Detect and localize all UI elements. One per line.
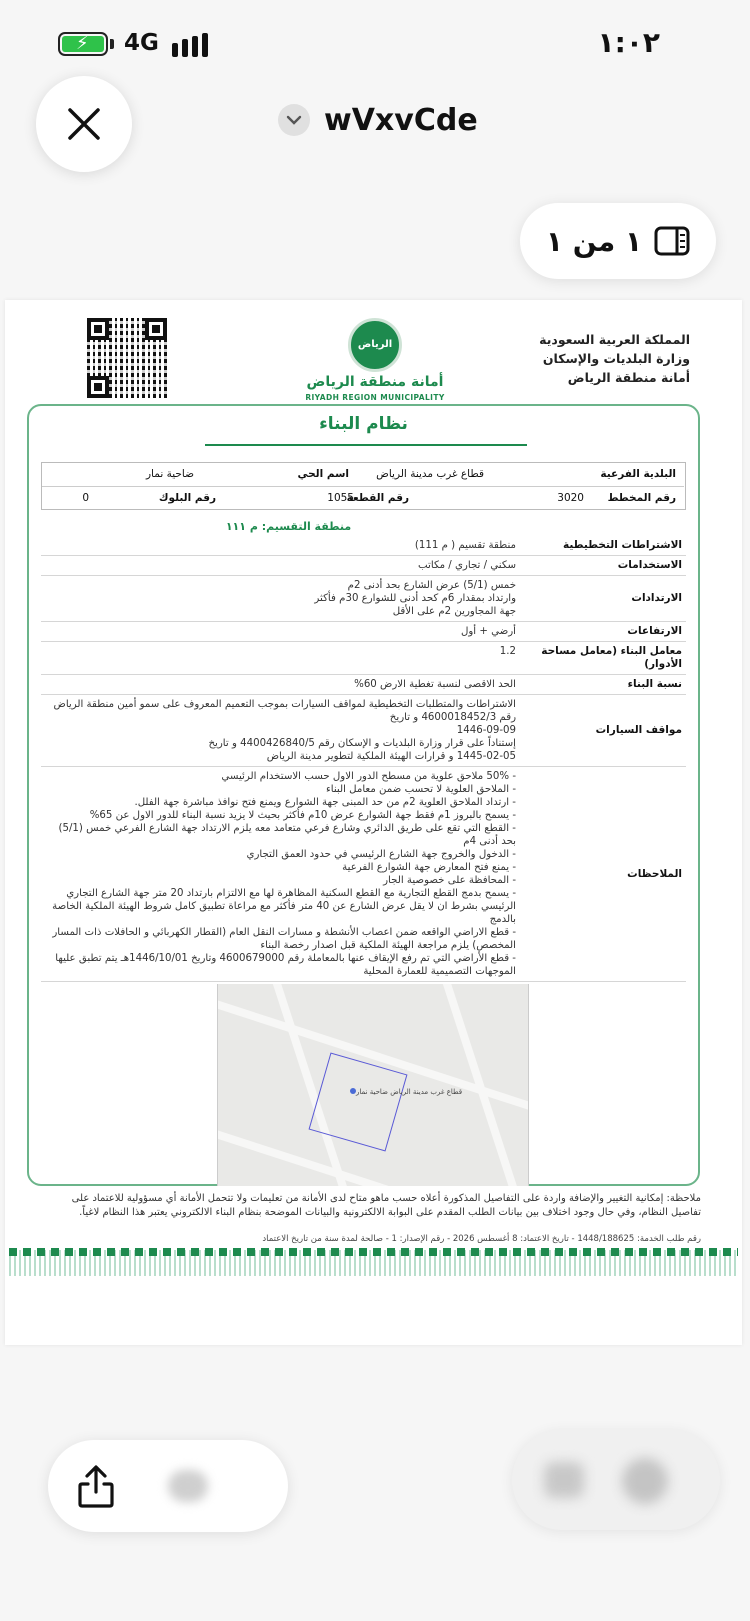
annotation-toolbar	[512, 1430, 720, 1530]
document-title-menu[interactable]	[278, 100, 478, 140]
regulation-row	[41, 767, 686, 982]
regulation-label: الاشتراطات التخطيطية	[563, 539, 682, 551]
logo-english-text: RIYADH REGION MUNICIPALITY	[305, 393, 445, 402]
parcel-label: رقم القطعة	[346, 492, 409, 504]
property-info-table	[41, 462, 686, 510]
regulation-value: الاشتراطات والمتطلبات التخطيطية لمواقف السيارات بموجب التعميم المعروف على سمو أمين منطقة الرياض رقم 4600018452/3 و تاريخ 1446-09-09 إستناداً على قرار وزارة البلديات و الإسكان رقم 4400426840/5 و تاريخ 1445-02-05 و قرارات الهيئة الملكية لتطوير مدينة الرياض	[53, 699, 516, 762]
building-system-frame	[27, 404, 700, 1186]
regulation-label: الملاحظات	[627, 867, 682, 880]
close-icon	[66, 106, 102, 142]
battery-icon: ⚡	[58, 32, 108, 56]
zone-title: منطقة التقسيم: م ١١١	[225, 520, 352, 533]
regulation-row	[41, 556, 686, 576]
site-map	[217, 984, 529, 1186]
sidebar-toggle-icon	[654, 226, 690, 256]
signal-icon	[172, 33, 212, 57]
regulation-label: نسبة البناء	[627, 678, 682, 690]
share-icon[interactable]	[76, 1464, 116, 1510]
riyadh-logo-icon: الرياض	[348, 318, 402, 372]
regulation-row	[41, 576, 686, 622]
regulation-rows	[41, 520, 686, 982]
network-type: 4G	[124, 30, 159, 56]
logo-arabic-text: أمانة منطقة الرياض	[306, 374, 444, 390]
regulation-row	[41, 695, 686, 767]
page-indicator-text: ١ من ١	[545, 224, 643, 258]
info-row	[42, 486, 684, 509]
search-icon[interactable]	[168, 1470, 208, 1502]
title-underline	[205, 444, 527, 446]
footer-pattern-top	[9, 1248, 738, 1256]
map-label: قطاع غرب مدينة الرياض ضاحية نمار	[356, 1088, 463, 1096]
plan-label: رقم المخطط	[607, 492, 676, 504]
document-title: wVxvCde	[324, 102, 478, 138]
district-label: اسم الحي	[297, 468, 349, 480]
regulation-row	[41, 642, 686, 675]
regulation-value: أرضي + أول	[460, 626, 516, 637]
regulation-label: مواقف السيارات	[595, 724, 682, 736]
ministry-line: وزارة البلديات والإسكان	[542, 351, 690, 366]
status-bar	[0, 0, 750, 84]
district-value: ضاحية نمار	[145, 468, 194, 480]
document-page	[5, 300, 742, 1345]
sub-municipality-label: البلدية الفرعية	[600, 468, 676, 480]
plan-value: 3020	[557, 492, 584, 504]
regulation-value: خمس (5/1) عرض الشارع بحد أدنى 2م وارتداد بمقدار 6م كحد أدنى للشوارع 30م فأكثر جهة المجاورين 2م على الأقل	[314, 580, 516, 617]
regulation-value: سكني / تجاري / مكاتب	[418, 560, 516, 571]
battery-tip	[110, 39, 114, 49]
block-label: رقم البلوك	[158, 492, 216, 504]
chevron-down-icon	[278, 104, 310, 136]
ministry-line: أمانة منطقة الرياض	[567, 370, 690, 385]
clock: ١:٠٢	[597, 26, 660, 59]
ministry-line: المملكة العربية السعودية	[539, 332, 690, 347]
regulation-row	[41, 675, 686, 695]
footer-meta: رقم طلب الخدمة: 1448/188625 - تاريخ الاعتماد: 8 أغسطس 2026 - رقم الإصدار: 1 - صالحة لمدة سنة من تاريخ الاعتماد	[262, 1234, 701, 1244]
more-button[interactable]	[622, 1458, 668, 1504]
regulation-label: الاستخدامات	[617, 559, 682, 571]
regulation-label: معامل البناء (معامل مساحة الأدوار)	[541, 645, 682, 670]
share-toolbar	[48, 1440, 288, 1532]
markup-button[interactable]	[544, 1462, 584, 1498]
regulation-value: الحد الاقصى لنسبة تغطية الارض 60%	[354, 679, 516, 690]
parcel-value: 1055	[327, 492, 354, 504]
regulation-label: الارتفاعات	[627, 625, 682, 637]
regulation-row	[41, 536, 686, 556]
block-value: 0	[82, 492, 89, 504]
page-indicator-button[interactable]	[520, 203, 716, 279]
ministry-header	[539, 330, 690, 387]
regulation-value: منطقة تقسيم ( م 111)	[414, 540, 516, 551]
qr-code	[87, 318, 167, 398]
regulation-value: - 50% ملاحق علوية من مسطح الدور الاول حسب الاستخدام الرئيسي - الملاحق العلوية لا تحسب ضمن معامل البناء - ارتداد الملاحق العلوية 2م من حد المبنى جهة الشوارع ويمنع فتح نوافذ مباشرة جهة الفلل. - يسمح بالبروز 1م فقط جهة الشوارع عرض 10م فأكثر بحيث لا يزيد نسبة البناء للدور الاول عن 65% - القطع التي تقع على طريق الدائري وشارع فرعي متعامد معه يلزم الارتداد جهة الشارع الفرعي خمس (5/1) بحد أدنى 4م - الدخول والخروج جهة الشارع الرئيسي في حدود العمق التجاري - يمنع فتح المعارض جهة الشوارع الفرعية - المحافظة على خصوصية الجار - يسمح بدمج القطع التجارية مع القطع السكنية المظاهرة لها مع الالتزام بارتداد 20 متر جهة الشارع التجاري الرئيسي بشرط ان لا يقل عرض الشارع عن 40 متر فأكثر مع مراعاة تطبيق كامل شروط الهيئة الملكية الخاصة بالدمج - قطع الاراضي الواقعه ضمن اعصاب الأنشطة و مسارات النقل العام (القطار الكهربائي و الحافلات ذات المسار المخصص) يلزم مراجعة الهيئة الملكية قبل اصدار رخصة البناء - قطع الأراضي التي تم رفع الإيقاف عنها بالمعاملة رقم 4600679000 وتاريخ 1446/10/01هـ يتم تطبق عليها الموجهات التصميمية للعمارة المحلية	[52, 771, 516, 977]
regulation-value: 1.2	[499, 646, 516, 657]
info-row	[42, 463, 684, 486]
close-button[interactable]	[36, 76, 132, 172]
regulation-row	[41, 622, 686, 642]
sub-municipality-value: قطاع غرب مدينة الرياض	[376, 468, 484, 480]
footer-note: ملاحظة: إمكانية التغيير والإضافة واردة على التفاصيل المذكورة أعلاه حسب ماهو متاح لدى الأمانة من تعليمات ولا تتحمل الأمانة أي مسؤولية للاعتماد على تفاصيل النظام، وفي حال وجود اختلاف بين بيانات الطلب المقدم على البوابة الالكترونية والبيانات الموضحة بنظام البناء الالكتروني يعتبر هذا النظام لاغياً.	[71, 1193, 701, 1218]
section-title: نظام البناء	[319, 414, 408, 434]
regulation-label: الارتدادات	[631, 592, 682, 604]
